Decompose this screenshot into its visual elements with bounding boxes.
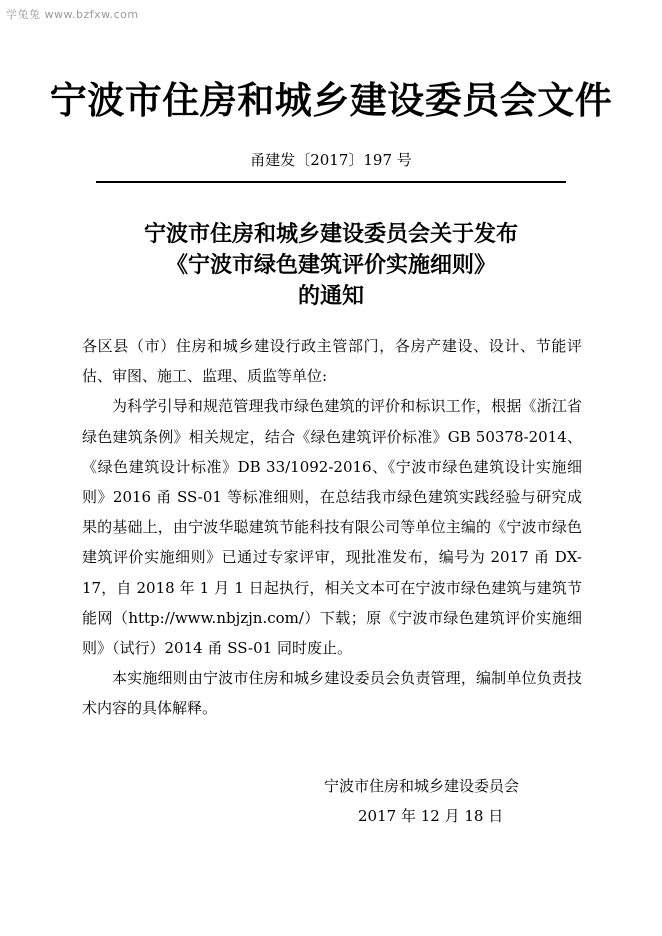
notice-title-line: 《宁波市绿色建筑评价实施细则》	[165, 252, 496, 278]
notice-title	[0, 219, 662, 312]
notice-body	[82, 331, 582, 724]
document-header-title: 宁波市住房和城乡建设委员会文件	[49, 78, 613, 122]
body-paragraph: 为科学引导和规范管理我市绿色建筑的评价和标识工作，根据《浙江省绿色建筑条例》相关规定，结合《绿色建筑评价标准》GB 50378-2014、《绿色建筑设计标准》DB 33/1092-2016、《宁波市绿色建筑设计实施细则》2016 甬 SS-01 等标准细则，在总结我市绿色建筑实践经验与研究成果的基础上，由宁波华聪建筑节能科技有限公司等单位主编的《宁波市绿色建筑评价实施细则》已通过专家评审，现批准发布，编号为 2017 甬 DX-17，自 2018 年 1 月 1 日起执行，相关文本可在宁波市绿色建筑与建筑节能网（http://www.nbjzjn.com/）下载；原《宁波市绿色建筑评价实施细则》（试行）2014 甬 SS-01 同时废止。	[82, 397, 582, 658]
notice-title-line: 的通知	[297, 283, 364, 309]
addressee: 各区县（市）住房和城乡建设行政主管部门，各房产建设、设计、节能评估、审图、施工、监理、质监等单位:	[82, 337, 582, 386]
header-divider	[96, 181, 566, 183]
notice-title-line: 宁波市住房和城乡建设委员会关于发布	[143, 221, 518, 247]
document-number: 甬建发〔2017〕197 号	[250, 151, 412, 169]
issuer-signature: 宁波市住房和城乡建设委员会	[324, 777, 520, 795]
body-paragraph: 本实施细则由宁波市住房和城乡建设委员会负责管理，编制单位负责技术内容的具体解释。	[82, 669, 582, 718]
watermark: 学兔兔 www.bzfxw.com	[6, 8, 139, 21]
issue-date: 2017 年 12 月 18 日	[358, 807, 504, 825]
